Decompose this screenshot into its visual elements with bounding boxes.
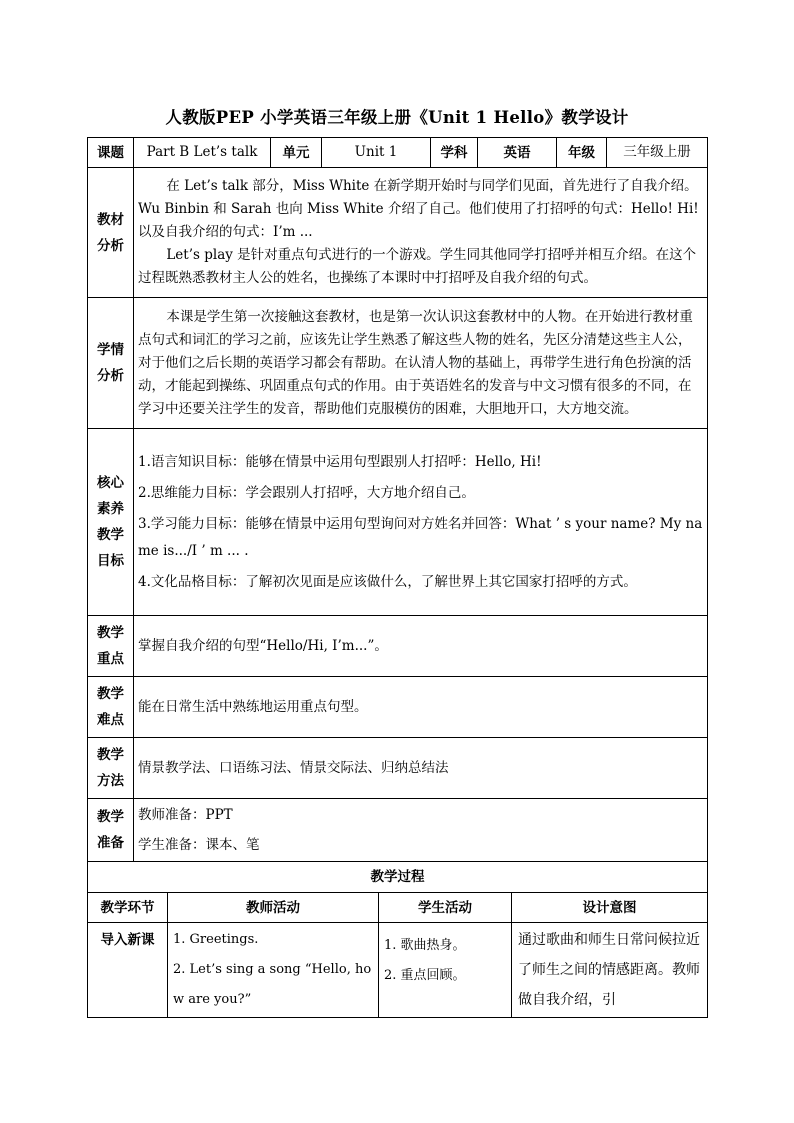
students-content — [134, 298, 708, 429]
column-stage: 教学环节 — [88, 893, 168, 923]
goals-row — [88, 429, 708, 616]
goals-content — [134, 429, 708, 616]
goal-item: 4.文化品格目标：了解初次见面是应该做什么，了解世界上其它国家打招呼的方式。 — [138, 573, 637, 590]
column-teacher-activity: 教师活动 — [168, 893, 379, 923]
students-paragraph: 本课是学生第一次接触这套教材，也是第一次认识这套教材中的人物。在开始进行教材重点句式和词汇的学习之前，应该先让学生熟悉了解这些人物的姓名，先区分清楚这些主人公，对于他们之后长期的英语学习都会有帮助。在认清人物的基础上，再带学生进行角色扮演的活动，才能起到操练、巩固重点句式的作用。由于英语姓名的发音与中文习惯有很多的不同，在学习中还要关注学生的发音，帮助他们克服模仿的困难，大胆地开口，大方地交流。 — [138, 308, 693, 417]
lesson-label: 课题 — [88, 138, 134, 168]
goal-item: 2.思维能力目标：学会跟别人打招呼，大方地介绍自己。 — [138, 484, 475, 501]
column-design-intent: 设计意图 — [512, 893, 708, 923]
difficulties-row — [88, 677, 708, 738]
material-row — [88, 168, 708, 298]
process-heading: 教学过程 — [88, 862, 708, 893]
process-row — [88, 923, 708, 1018]
lesson-plan-table — [87, 137, 708, 1018]
process-heading-row — [88, 862, 708, 893]
subject-label: 学科 — [431, 138, 478, 168]
material-paragraph-1: 在 Let’s talk 部分，Miss White 在新学期开始时与同学们见面，首先进行了自我介绍。Wu Binbin 和 Sarah 也向 Miss White 介绍了自己。他们使用了打招呼的句式：Hello! Hi! 以及自我介绍的句式：I’m ... — [138, 178, 699, 240]
material-paragraph-2: Let’s play 是针对重点句式进行的一个游戏。学生同其他同学打招呼并相互介绍。在这个过程既熟悉教材主人公的姓名，也操练了本课时中打招呼及自我介绍的句式。 — [138, 247, 697, 286]
student-activity-cell: 1. 歌曲热身。 2. 重点回顾。 — [379, 923, 512, 1018]
design-intent-cell: 通过歌曲和师生日常问候拉近了师生之间的情感距离。教师做自我介绍，引 — [512, 923, 708, 1018]
methods-label: 教学 方法 — [88, 738, 134, 799]
methods-row — [88, 738, 708, 799]
page-title: 人教版PEP 小学英语三年级上册《Unit 1 Hello》教学设计 — [165, 108, 629, 127]
student-preparation: 学生准备：课本、笔 — [138, 837, 260, 853]
unit-value: Unit 1 — [322, 138, 431, 168]
header-row — [88, 138, 708, 168]
goals-label: 核心 素养 教学 目标 — [88, 429, 134, 616]
teacher-preparation: 教师准备：PPT — [138, 807, 233, 823]
grade-label: 年级 — [557, 138, 607, 168]
teacher-activity-cell: 1. Greetings. 2. Let’s sing a song “Hello, how are you?” — [168, 923, 379, 1018]
grade-value: 三年级上册 — [607, 138, 708, 168]
lesson-value: Part B Let’s talk — [134, 138, 271, 168]
goal-item: 1.语言知识目标：能够在情景中运用句型跟别人打招呼：Hello, Hi! — [138, 453, 542, 470]
difficulties-text: 能在日常生活中熟练地运用重点句型。 — [134, 677, 708, 738]
process-header-row — [88, 893, 708, 923]
students-label: 学情 分析 — [88, 298, 134, 429]
goal-item: 3.学习能力目标：能够在情景中运用句型询问对方姓名并回答：What ’ s your name? My name is.../I ’ m ... . — [138, 515, 703, 559]
preparation-label: 教学 准备 — [88, 799, 134, 862]
key-points-row — [88, 616, 708, 677]
material-label: 教材 分析 — [88, 168, 134, 298]
difficulties-label: 教学 难点 — [88, 677, 134, 738]
stage-cell: 导入新课 — [88, 923, 168, 1018]
methods-text: 情景教学法、口语练习法、情景交际法、归纳总结法 — [134, 738, 708, 799]
unit-label: 单元 — [271, 138, 322, 168]
key-points-label: 教学 重点 — [88, 616, 134, 677]
preparation-content — [134, 799, 708, 862]
column-student-activity: 学生活动 — [379, 893, 512, 923]
key-points-text: 掌握自我介绍的句型“Hello/Hi, I’m...”。 — [134, 616, 708, 677]
material-content — [134, 168, 708, 298]
preparation-row — [88, 799, 708, 862]
students-row — [88, 298, 708, 429]
subject-value: 英语 — [478, 138, 557, 168]
